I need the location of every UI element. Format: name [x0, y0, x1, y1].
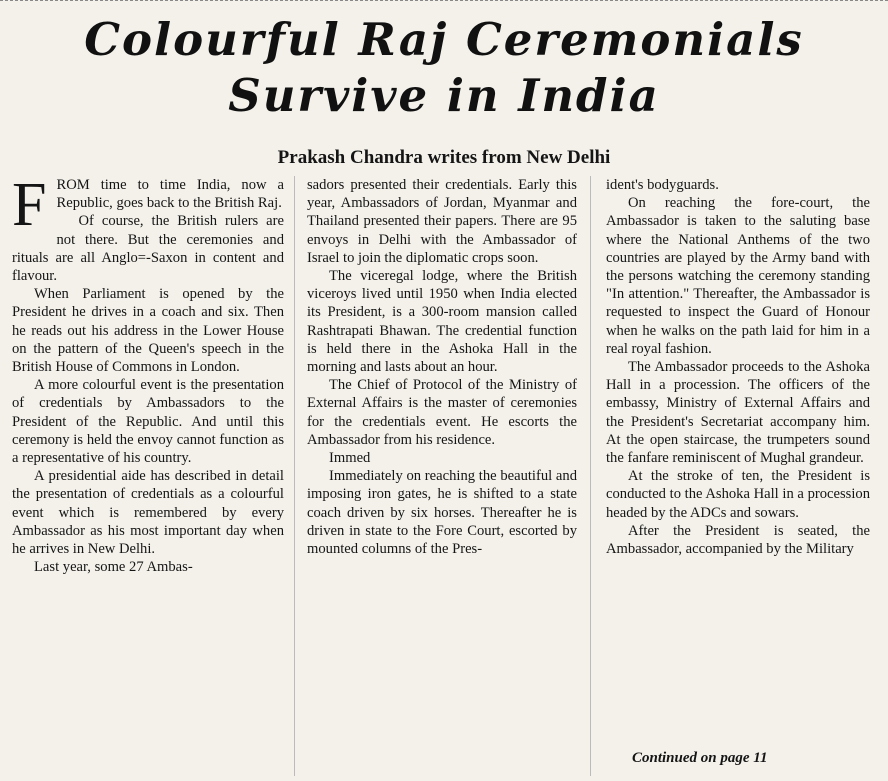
- column-divider: [590, 176, 591, 776]
- headline-line-1: Colourful Raj Ceremonials: [84, 13, 804, 66]
- paragraph: The Chief of Protocol of the Ministry of External Affairs is the master of ceremonies for the credentials event. He escorts the Ambassador from his residence.: [307, 377, 577, 448]
- continuation-paragraph: ident's bodyguards.: [606, 177, 719, 193]
- paragraph: A more colourful event is the presentation of credentials by Ambassadors to the President of the Republic. And until this ceremony is held the envoy cannot function as a representative of his country.: [12, 377, 284, 467]
- headline: [0, 12, 888, 124]
- lead-text: ROM time to time India, now a Republic, goes back to the British Raj.: [56, 177, 284, 212]
- paragraph: At the stroke of ten, the President is conducted to the Ashoka Hall in a procession headed by the ADCs and sowars.: [606, 468, 870, 521]
- paragraph: Last year, some 27 Ambas-: [34, 559, 193, 576]
- byline: Prakash Chandra writes from New Delhi: [277, 147, 611, 168]
- continued-note: Continued on page 11: [632, 750, 768, 766]
- paragraph: Immediately on reaching the beautiful and imposing iron gates, he is shifted to a state coach driven by six horses. Thereafter he is driven in state to the Fore Court, escorted by mounted columns of the Pres-: [307, 468, 577, 558]
- article-column-3: [606, 176, 870, 781]
- paragraph: The Ambassador proceeds to the Ashoka Hall in a procession. The officers of the embassy, Ministry of External Affairs and the President's Secretariat accompany him. At the open staircase, the trumpeters sound the fanfare reminiscent of Mughal grandeur.: [606, 359, 870, 467]
- article-column-2: [307, 176, 577, 781]
- paragraph: Of course, the British rulers are not there. But the ceremonies and rituals are all Anglo=-Saxon in content and flavour.: [12, 213, 284, 285]
- paragraph: When Parliament is opened by the President he drives in a coach and six. Then he reads out his address in the Lower House on the pattern of the Queen's speech in the British House of Commons in London.: [12, 286, 284, 376]
- lead-paragraph: [12, 176, 284, 239]
- paragraph: After the President is seated, the Ambassador, accompanied by the Military: [606, 522, 870, 558]
- paragraph: Immed: [329, 450, 371, 467]
- article-column-1: [12, 176, 284, 781]
- paragraph: A presidential aide has described in detail the presentation of credentials as a colourful event which is remembered by every Ambassador as his most important day when he arrives in New Delhi.: [12, 468, 284, 558]
- headline-line-2: Survive in India: [228, 69, 660, 122]
- column-divider: [294, 176, 295, 776]
- paragraph: The viceregal lodge, where the British viceroys lived until 1950 when India elected its President, is a 300-room mansion called Rashtrapati Bhawan. The credential function is held there in the Ashoka Hall in the morning and lasts about an hour.: [307, 268, 577, 376]
- continuation-paragraph: sadors presented their credentials. Early this year, Ambassadors of Jordan, Myanmar and Thailand presented their papers. There are 95 envoys in Delhi with the Ambassador of Israel to join the diplomatic crops soon.: [307, 177, 577, 266]
- top-rule: [0, 0, 888, 3]
- paragraph: On reaching the fore-court, the Ambassador is taken to the saluting base where the National Anthems of the two countries are played by the Army band with the persons watching the ceremony standing "In attention." Thereafter, the Ambassador is requested to inspect the Guard of Honour when he walks on the path laid for him in a real royal fashion.: [606, 195, 870, 357]
- drop-cap: F: [12, 176, 47, 239]
